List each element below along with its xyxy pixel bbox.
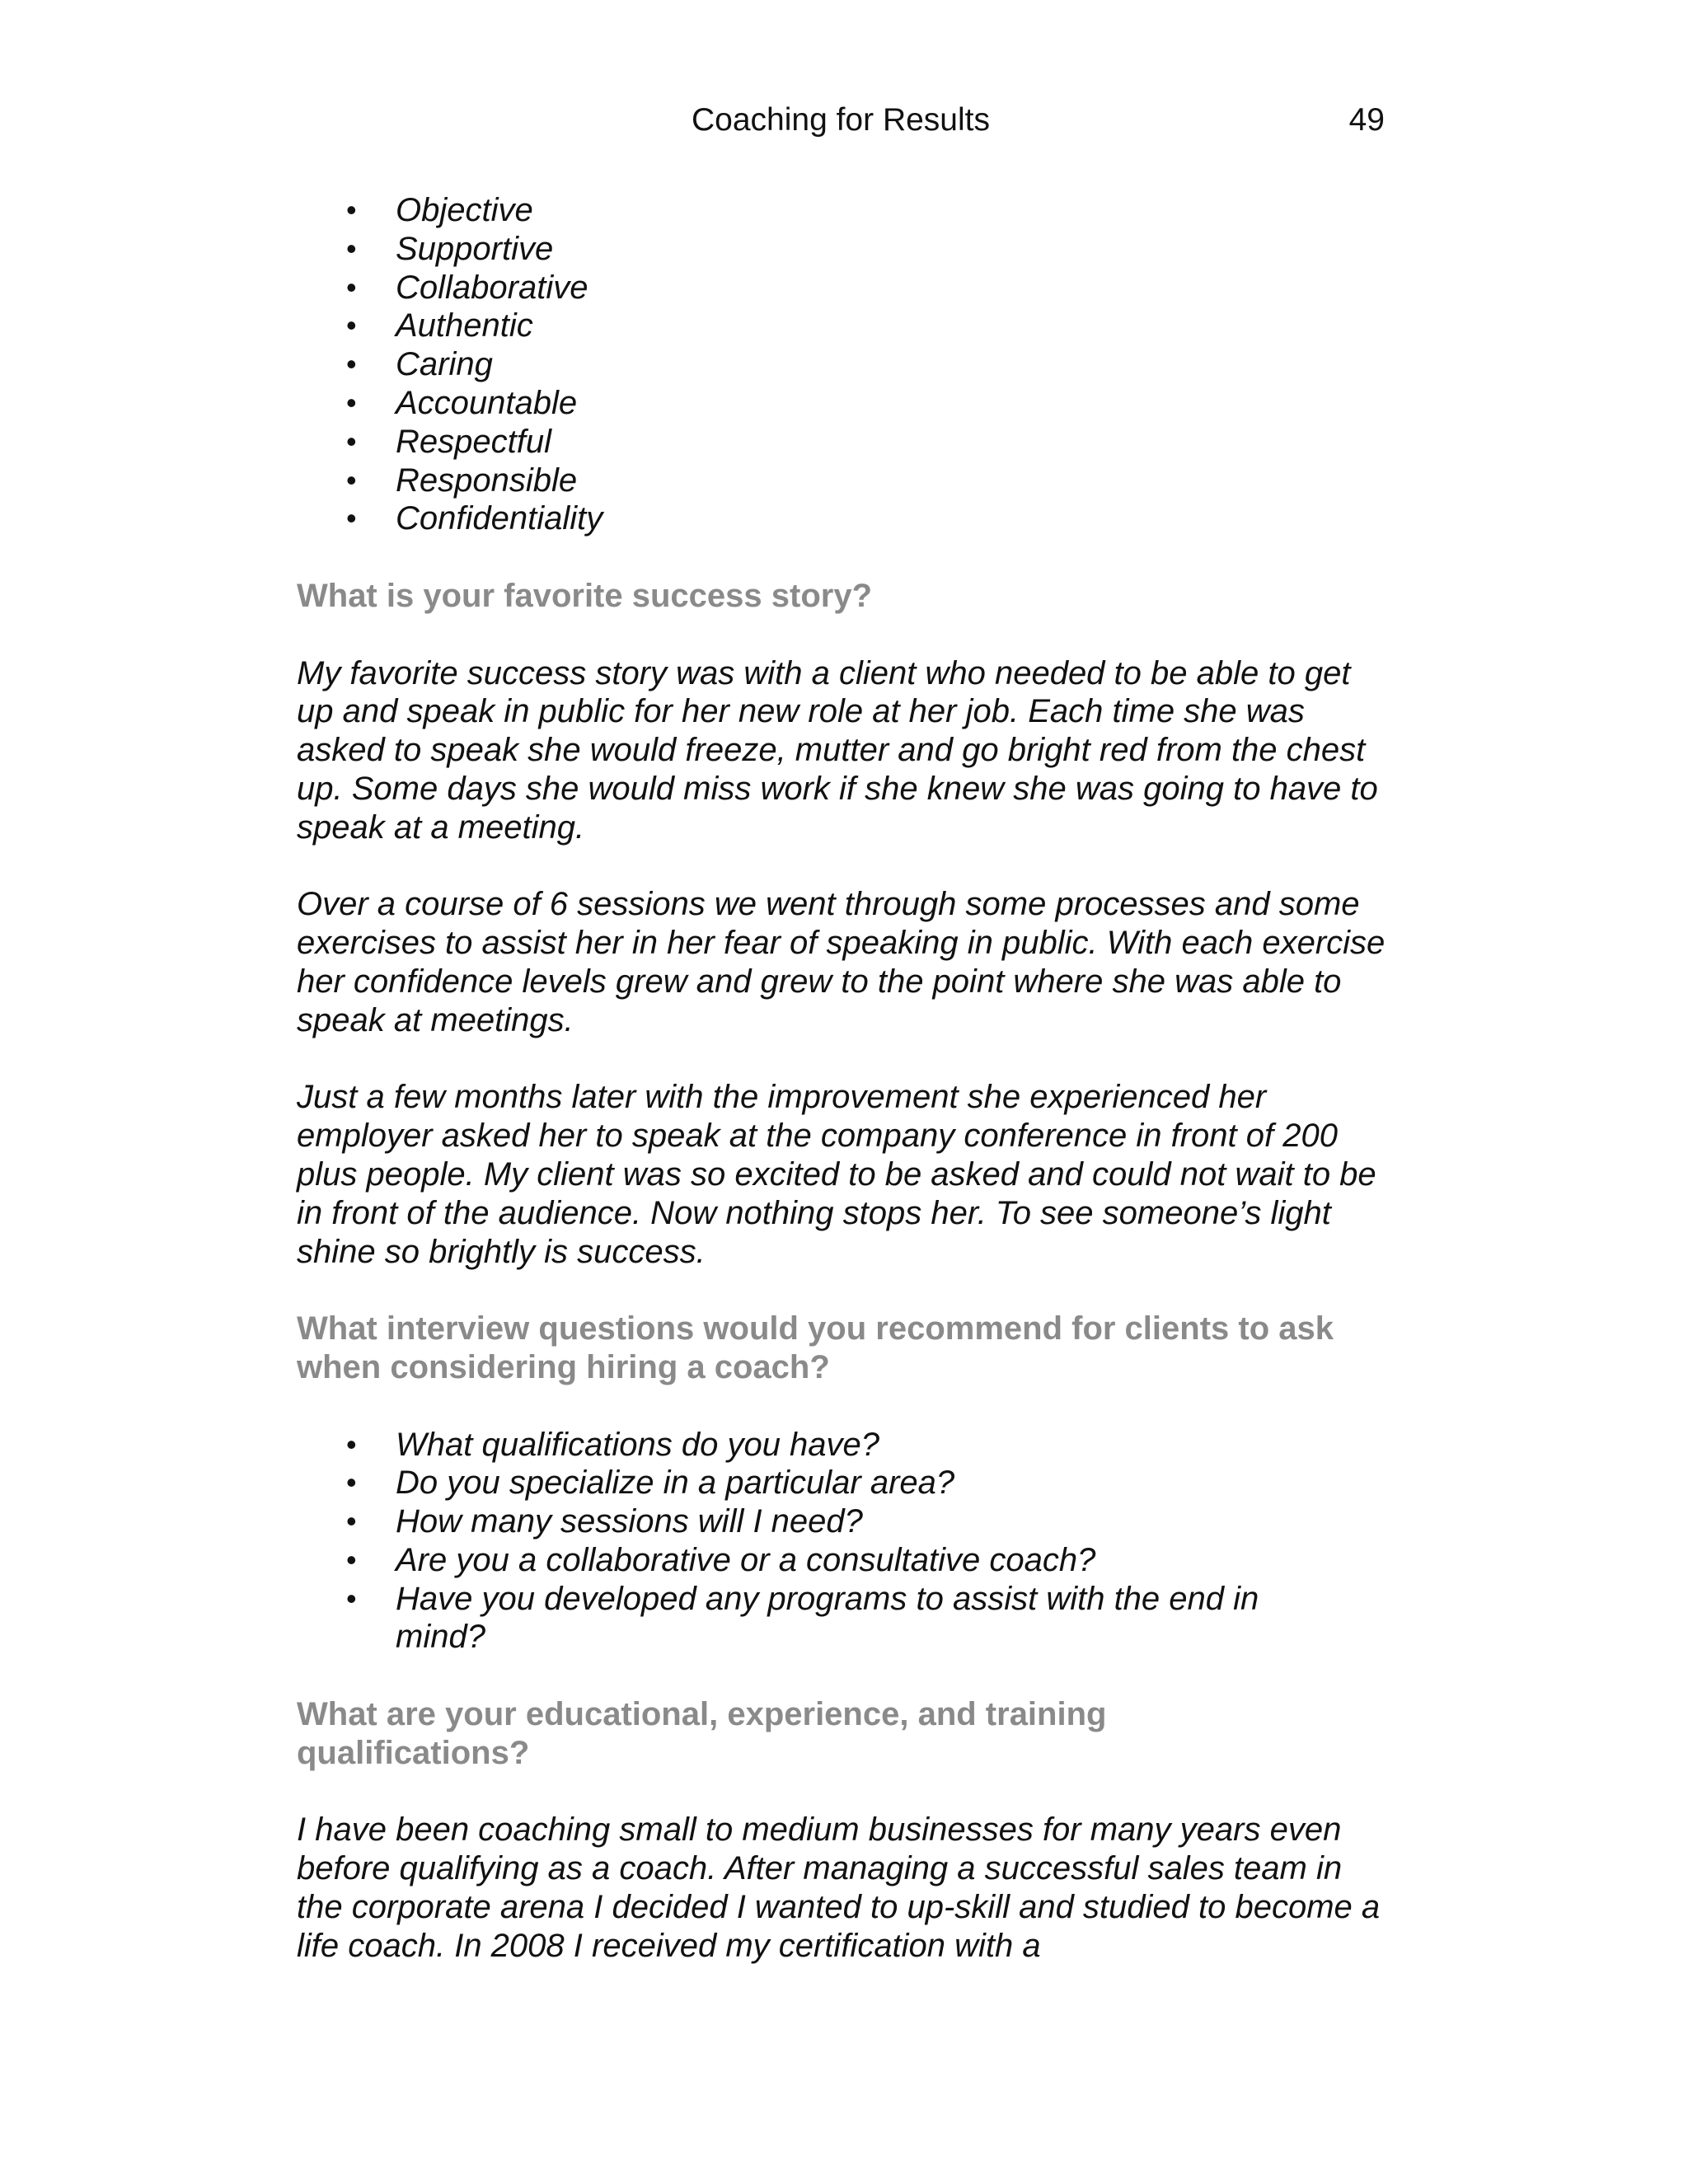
list-item: • Supportive xyxy=(346,230,554,267)
bullet-icon: • xyxy=(346,1465,357,1500)
list-item: • Are you a collaborative or a consultative coach? xyxy=(346,1541,1096,1578)
running-title: Coaching for Results xyxy=(691,102,990,138)
bullet-icon: • xyxy=(346,231,357,265)
values-list xyxy=(297,191,1393,538)
bullet-icon: • xyxy=(346,347,357,382)
question-heading: What interview questions would you recommend for clients to ask when considering hiring a coach? xyxy=(297,1310,1334,1385)
bullet-icon: • xyxy=(346,308,357,343)
bullet-icon: • xyxy=(346,1581,357,1615)
bullet-icon: • xyxy=(346,424,357,458)
bullet-icon: • xyxy=(346,501,357,536)
bullet-icon: • xyxy=(346,193,357,227)
list-item: • How many sessions will I need? xyxy=(346,1503,863,1540)
question-heading: What are your educational, experience, and training qualifications? xyxy=(297,1696,1107,1771)
bullet-icon: • xyxy=(346,385,357,419)
list-item: • Responsible xyxy=(346,462,578,499)
list-item: • Caring xyxy=(346,346,493,383)
list-item: • Accountable xyxy=(346,384,578,421)
page-number: 49 xyxy=(1348,102,1385,138)
list-item: • Authentic xyxy=(346,307,533,344)
list-item: • What qualifications do you have? xyxy=(346,1426,880,1463)
answer-paragraph: My favorite success story was with a client who needed to be able to get up and speak in public for her new role at her job. Each time she was asked to speak she would freeze, mutter and go bright red from the chest up. Some days she would miss work if she knew she was going to have to speak at a meeting. xyxy=(297,654,1378,846)
answer-paragraph: Over a course of 6 sessions we went through some processes and some exercises to assist her in her fear of speaking in public. With each exercise her confidence levels grew and grew to the point where she was able to speak at meetings. xyxy=(297,886,1386,1038)
list-item: • Collaborative xyxy=(346,269,588,306)
bullet-icon: • xyxy=(346,462,357,497)
page-header xyxy=(297,97,1385,143)
answer-paragraph: I have been coaching small to medium businesses for many years even before qualifying as a coach. After managing a successful sales team in the corporate arena I decided I wanted to up-skill and studied to become a life coach. In 2008 I received my certification with a xyxy=(297,1811,1381,1964)
list-item: • Do you specialize in a particular area? xyxy=(346,1465,955,1502)
bullet-icon: • xyxy=(346,1504,357,1539)
answer-paragraph: Just a few months later with the improvement she experienced her employer asked her to speak at the company conference in front of 200 plus people. My client was so excited to be asked and could not wait to be in front of the audience. Now nothing stops her. To see someone’s light shine so brightly is success. xyxy=(297,1079,1376,1270)
list-item: • Respectful xyxy=(346,423,551,460)
list-item: • Confidentiality xyxy=(346,500,603,537)
list-item: • Have you developed any programs to assist with the end in mind? xyxy=(346,1580,1259,1656)
bullet-icon: • xyxy=(346,1427,357,1461)
list-item: • Objective xyxy=(346,192,533,228)
question-heading: What is your favorite success story? xyxy=(297,577,873,614)
bullet-icon: • xyxy=(346,269,357,304)
page-body xyxy=(297,191,1393,1966)
bullet-icon: • xyxy=(346,1542,357,1577)
interview-questions-list xyxy=(297,1426,1393,1657)
